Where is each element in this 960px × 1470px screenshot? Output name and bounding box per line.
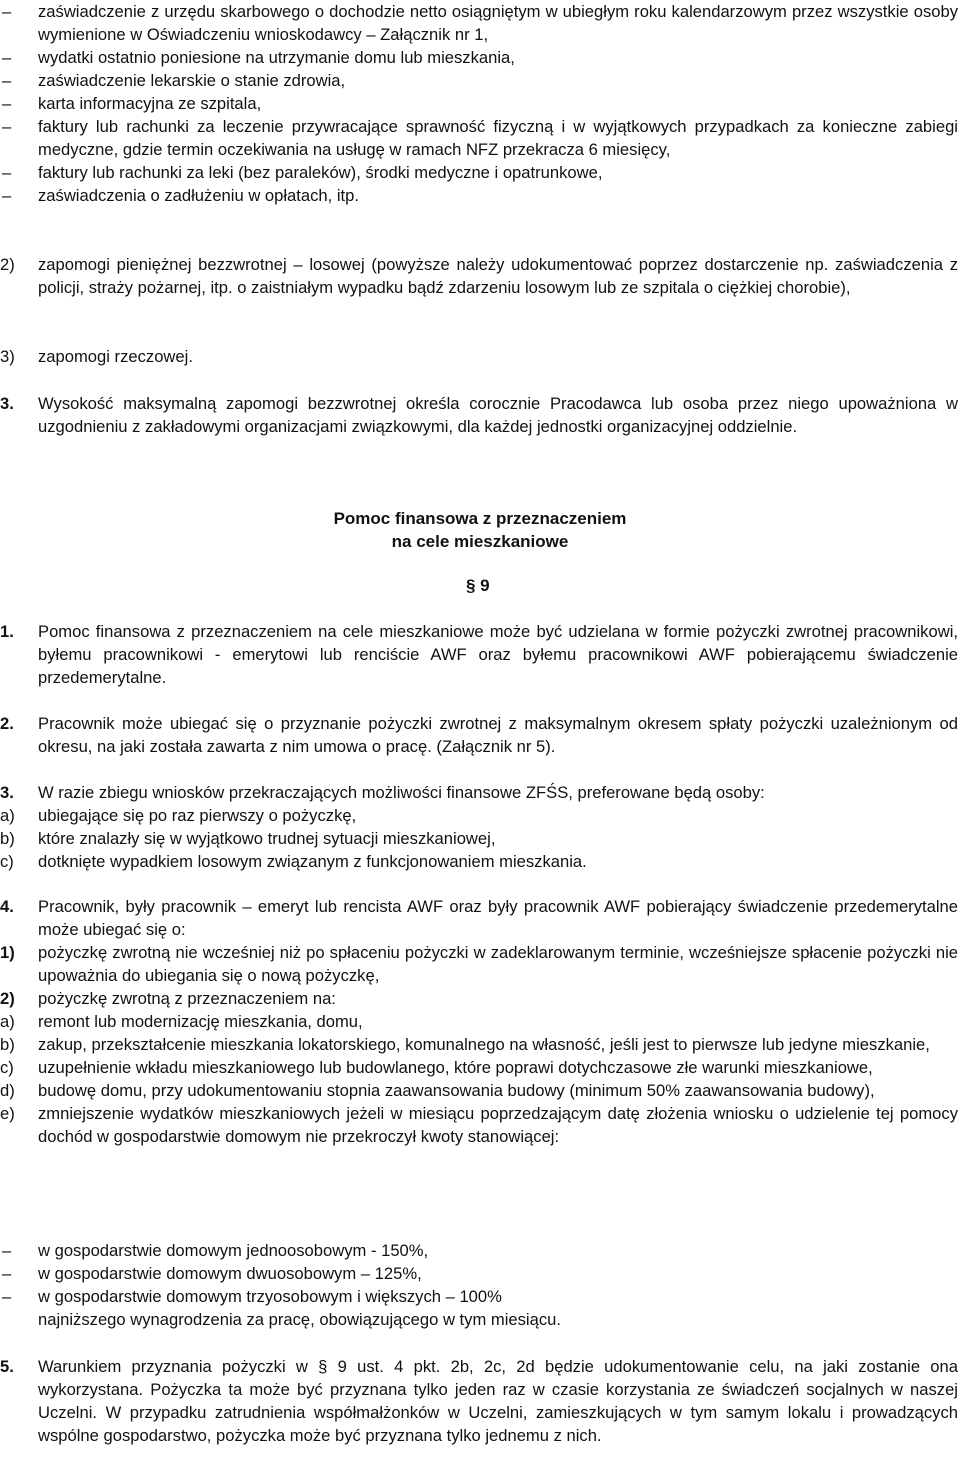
numbered-item: 3) zapomogi rzeczowej. xyxy=(0,347,193,366)
letter-item: c) uzupełnienie wkładu mieszkaniowego lub budowlanego, które poprawi dotychczasowe złe warunki mieszkaniowe, xyxy=(0,1058,873,1077)
dash-item: – faktury lub rachunki za leki (bez paraleków), środki medyczne i opatrunkowe, xyxy=(2,163,603,182)
dash-marker: – xyxy=(2,1264,12,1283)
item-3-block xyxy=(0,345,960,368)
item-2-block xyxy=(0,253,960,299)
numbered-paragraph: 1. Pomoc finansowa z przeznaczeniem na cele mieszkaniowe może być udzielana w formie pożyczki zwrotnej pracownikowi, byłemu pracownikowi - emerytowi lub renciście AWF oraz byłemu pracownikowi AWF pobierającemu świadczenie przedemerytalne. xyxy=(0,622,958,687)
dash-item: – wydatki ostatnio poniesione na utrzymanie domu lub mieszkania, xyxy=(2,48,515,67)
numbered-paragraph: 5. Warunkiem przyznania pożyczki w § 9 ust. 4 pkt. 2b, 2c, 2d będzie udokumentowanie celu, na jaki zostanie ona wykorzystana. Pożyczka ta może być przyznana tylko jeden raz w czasie korzystania ze świadczeń socjalnych w naszej Uczelni. W przypadku zatrudnienia współmałżonków w Uczelni, zamieszkujących w tym samym lokalu i prowadzących wspólne gospodarstwo, pożyczka może być przyznana tylko jednemu z nich. xyxy=(0,1357,958,1445)
dash-item: – faktury lub rachunki za leczenie przywracające sprawność fizyczną i w wyjątkowych przypadkach za konieczne zabiegi medyczne, gdzie termin oczekiwania na usługę w ramach NFZ przekracza 6 miesięcy, xyxy=(2,117,958,159)
letter-item: b) które znalazły się w wyjątkowo trudnej sytuacji mieszkaniowej, xyxy=(0,829,496,848)
letter-item: d) budowę domu, przy udokumentowaniu stopnia zaawansowania budowy (minimum 50% zaawansowania budowy), xyxy=(0,1081,875,1100)
dash-item: – zaświadczenia o zadłużeniu w opłatach, itp. xyxy=(2,186,360,205)
section-heading-line1: Pomoc finansowa z przeznaczeniem xyxy=(333,509,627,528)
letter-item: a) remont lub modernizację mieszkania, domu, xyxy=(0,1012,363,1031)
dash-marker: – xyxy=(2,94,12,113)
point-3-block xyxy=(0,392,960,438)
letter-item: a) ubiegające się po raz pierwszy o pożyczkę, xyxy=(0,806,357,825)
dash-marker: – xyxy=(2,71,12,90)
dash-marker: – xyxy=(2,117,12,136)
letter-item: c) dotknięte wypadkiem losowym związanym z funkcjonowaniem mieszkania. xyxy=(0,852,587,871)
dash-marker: – xyxy=(2,163,12,182)
numbered-paragraph: 3. Wysokość maksymalną zapomogi bezzwrotnej określa corocznie Pracodawca lub osoba przez niego upoważniona w uzgodnieniu z zakładowymi organizacjami związkowymi, dla każdej jednostki organizacyjnej oddzielnie. xyxy=(0,394,958,436)
documents-dash-list xyxy=(0,0,960,207)
numbered-paragraph: 4. Pracownik, były pracownik – emeryt lub rencista AWF oraz były pracownik AWF pobierający świadczenie przedemerytalne może ubiegać się o: xyxy=(0,897,958,939)
section-heading-line2: na cele mieszkaniowe xyxy=(391,532,569,551)
paragraph-5-block xyxy=(0,1355,960,1447)
paragraph-3-block xyxy=(0,781,960,873)
dash-marker: – xyxy=(2,2,12,21)
dash-marker: – xyxy=(2,1241,12,1260)
paragraph-1-block xyxy=(0,620,960,689)
numbered-paragraph: 3. W razie zbiegu wniosków przekraczających możliwości finansowe ZFŚS, preferowane będą osoby: xyxy=(0,783,765,802)
paragraph-number: § 9 xyxy=(466,576,490,595)
numbered-item: 1) pożyczkę zwrotną nie wcześniej niż po spłaceniu pożyczki w zadeklarowanym terminie, wcześniejsze spłacenie pożyczki nie upoważnia do ubiegania się o nową pożyczkę, xyxy=(0,943,958,985)
dash-marker: – xyxy=(2,1287,12,1306)
dash-item: – w gospodarstwie domowym jednoosobowym - 150%, xyxy=(2,1241,429,1260)
paragraph-2-block xyxy=(0,712,960,758)
household-tail: najniższego wynagrodzenia za pracę, obowiązującego w tym miesiącu. xyxy=(38,1310,561,1329)
paragraph-4-block xyxy=(0,895,960,1148)
dash-item: – zaświadczenie z urzędu skarbowego o dochodzie netto osiągniętym w ubiegłym roku kalendarzowym przez wszystkie osoby wymienione w Oświadczeniu wnioskodawcy – Załącznik nr 1, xyxy=(2,2,958,44)
dash-marker: – xyxy=(2,186,12,205)
letter-item: b) zakup, przekształcenie mieszkania lokatorskiego, komunalnego na własność, jeśli jest to pierwsze lub jedyne mieszkanie, xyxy=(0,1035,930,1054)
numbered-item: 2) zapomogi pieniężnej bezzwrotnej – losowej (powyższe należy udokumentować poprzez dostarczenie np. zaświadczenia z policji, straży pożarnej, itp. o zaistniałym wypadku bądź zdarzeniu losowym lub ze szpitala o ciężkiej chorobie), xyxy=(0,255,958,297)
dash-item: – w gospodarstwie domowym trzyosobowym i większych – 100% xyxy=(2,1287,502,1306)
dash-marker: – xyxy=(2,48,12,67)
dash-item: – zaświadczenie lekarskie o stanie zdrowia, xyxy=(2,71,346,90)
numbered-paragraph: 2. Pracownik może ubiegać się o przyznanie pożyczki zwrotnej z maksymalnym okresem spłaty pożyczki uzależnionym od okresu, na jaki została zawarta z nim umowa o pracę. (Załącznik nr 5). xyxy=(0,714,958,756)
letter-item: e) zmniejszenie wydatków mieszkaniowych jeżeli w miesiącu poprzedzającym datę złożenia wniosku o udzielenie tej pomocy dochód w gospodarstwie domowym nie przekroczył kwoty stanowiącej: xyxy=(0,1104,958,1146)
dash-item: – karta informacyjna ze szpitala, xyxy=(2,94,262,113)
household-dash-list xyxy=(0,1239,960,1331)
dash-item: – w gospodarstwie domowym dwuosobowym – 125%, xyxy=(2,1264,422,1283)
numbered-item: 2) pożyczkę zwrotną z przeznaczeniem na: xyxy=(0,989,336,1008)
